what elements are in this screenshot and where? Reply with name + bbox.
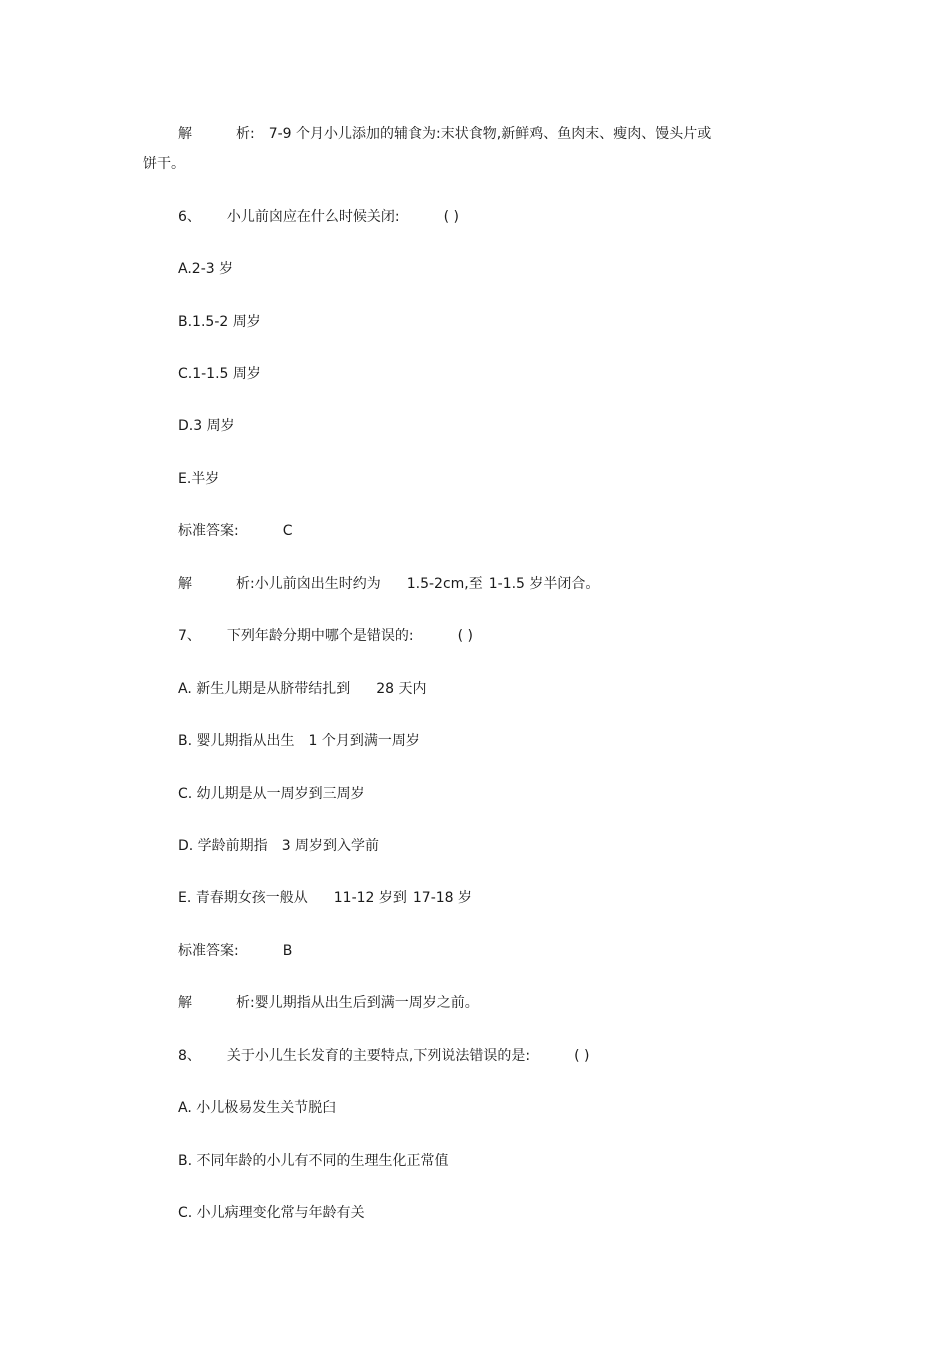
option-text-2: 11-12 岁到 <box>333 890 407 906</box>
analysis-label-a: 解 <box>178 576 192 592</box>
analysis-text: 7-9 个月小儿添加的辅食为:末状食物,新鲜鸡、鱼肉末、瘦肉、馒头片或 <box>268 126 712 142</box>
answer-value: B <box>282 943 293 959</box>
question-text: 小儿前囟应在什么时候关闭: <box>226 209 400 225</box>
q6-option-d: D.3 周岁 <box>178 418 235 434</box>
q6-option-c: C.1-1.5 周岁 <box>178 366 261 382</box>
q7-standard-answer <box>178 941 292 961</box>
q6-analysis <box>178 574 599 594</box>
option-text-2: 28 天内 <box>376 681 427 697</box>
option-text-2: 1 个月到满一周岁 <box>308 733 420 749</box>
answer-label: 标准答案: <box>178 523 239 539</box>
answer-label: 标准答案: <box>178 943 239 959</box>
q7-analysis <box>178 993 479 1013</box>
question-8-stem <box>178 1046 589 1066</box>
answer-blank: ( ) <box>443 209 460 225</box>
q7-option-d <box>178 836 379 856</box>
q8-option-c: C. 小儿病理变化常与年龄有关 <box>178 1205 365 1221</box>
analysis-label-b: 析: <box>236 126 255 142</box>
answer-blank: ( ) <box>457 628 474 644</box>
q6-option-a: A.2-3 岁 <box>178 261 234 277</box>
analysis-label-a: 解 <box>178 126 192 142</box>
q7-option-a <box>178 679 427 699</box>
q7-option-e <box>178 888 472 908</box>
q8-option-a: A. 小儿极易发生关节脱臼 <box>178 1100 337 1116</box>
question-number: 7、 <box>178 628 201 644</box>
option-text-3: 17-18 岁 <box>412 890 473 906</box>
option-text: B. 婴儿期指从出生 <box>178 733 295 749</box>
analysis-text-3: 1-1.5 岁半闭合。 <box>488 576 600 592</box>
question-number: 6、 <box>178 209 201 225</box>
analysis-text: 析:婴儿期指从出生后到满一周岁之前。 <box>236 995 479 1011</box>
option-text: E. 青春期女孩一般从 <box>178 890 308 906</box>
option-text: A. 新生儿期是从脐带结扎到 <box>178 681 351 697</box>
question-7-stem <box>178 626 473 646</box>
answer-blank: ( ) <box>574 1048 590 1064</box>
option-text: D. 学龄前期指 <box>178 838 268 854</box>
intro-analysis-line1 <box>178 124 711 144</box>
q8-option-b: B. 不同年龄的小儿有不同的生理生化正常值 <box>178 1153 449 1169</box>
question-number: 8、 <box>178 1048 201 1064</box>
question-text: 下列年龄分期中哪个是错误的: <box>226 628 414 644</box>
q7-option-b <box>178 731 420 751</box>
q6-option-e: E.半岁 <box>178 471 220 487</box>
question-6-stem <box>178 207 459 227</box>
q7-option-c: C. 幼儿期是从一周岁到三周岁 <box>178 786 365 802</box>
question-text: 关于小儿生长发育的主要特点,下列说法错误的是: <box>226 1048 531 1064</box>
analysis-label-a: 解 <box>178 995 192 1011</box>
option-text-2: 3 周岁到入学前 <box>281 838 380 854</box>
analysis-text: 析:小儿前囟出生时约为 <box>236 576 381 592</box>
analysis-text-2: 1.5-2cm,至 <box>406 576 483 592</box>
intro-analysis-line2: 饼干。 <box>143 156 185 172</box>
q6-option-b: B.1.5-2 周岁 <box>178 314 261 330</box>
q6-standard-answer <box>178 521 293 541</box>
answer-value: C <box>282 523 293 539</box>
